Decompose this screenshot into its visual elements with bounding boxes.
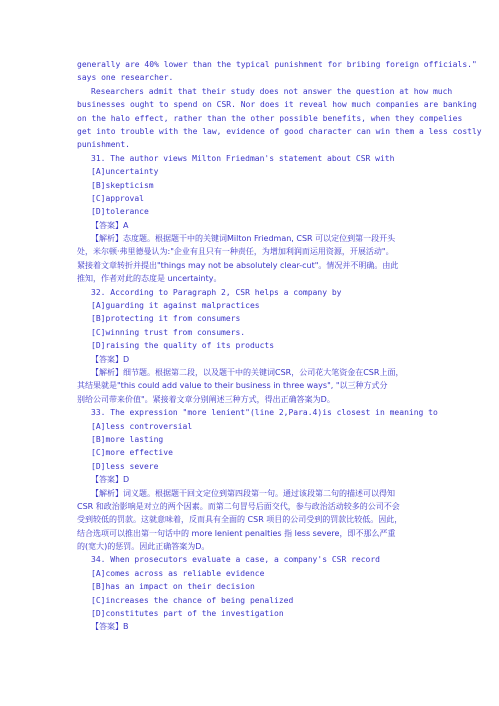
text-line: [D]tolerance xyxy=(91,207,149,217)
text-line: 处，米尔顿·弗里德曼认为:"企业有且只有一种责任，为增加利润而运用资源，开展活动"。 xyxy=(77,247,394,257)
text-line: 【解析】态度题。根据题干中的关键词Milton Friedman, CSR 可以定位到第一段开头 xyxy=(91,234,396,244)
text-line: Researchers admit that their study does not answer the question at how much xyxy=(91,86,453,96)
text-line: 【答案】D xyxy=(91,354,130,364)
text-line: 31. The author views Milton Friedman's statement about CSR with xyxy=(91,153,395,163)
text-line: [A]guarding it against malpractices xyxy=(91,301,260,311)
text-line: businesses ought to spend on CSR. Nor does it reveal how much companies are banking xyxy=(77,100,477,110)
text-line: [A]uncertainty xyxy=(91,167,159,177)
text-line: 【解析】细节题。根据第二段，以及题干中的关键词CSR，公司花大笔资金在CSR上面， xyxy=(91,367,404,377)
text-line: [C]approval xyxy=(91,193,144,203)
text-line: [B]has an impact on their decision xyxy=(91,582,255,592)
text-line: on the halo effect, rather than the other possible benefits, when they compelies xyxy=(77,113,463,123)
text-line: [B]more lasting xyxy=(91,434,164,444)
text-line: 结合选项可以推出第一句话中的 more lenient penalties 指 less severe，即不那么严重 xyxy=(77,528,396,538)
text-line: [D]constitutes part of the investigation xyxy=(91,609,284,619)
text-line: [C]winning trust from consumers. xyxy=(91,327,246,337)
text-line: 推知，作者对此的态度是 uncertainty。 xyxy=(77,274,222,284)
text-line: 【答案】A xyxy=(91,220,129,230)
text-line: generally are 40% lower than the typical punishment for bribing foreign officials." xyxy=(77,60,477,69)
text-line: get into trouble with the law, evidence of good character can win them a less costly xyxy=(77,126,482,136)
text-line: [D]less severe xyxy=(91,461,159,471)
text-line: 【解析】词义题。根据题干回文定位到第四段第一句。通过该段第二句的描述可以得知 xyxy=(91,488,395,498)
text-line: 34. When prosecutors evaluate a case, a company's CSR record xyxy=(91,555,380,565)
text-line: [A]less controversial xyxy=(91,421,193,431)
text-line: 32. According to Paragraph 2, CSR helps a company by xyxy=(91,287,342,297)
text-line: CSR 和政治影响是对立的两个因素。而第二句冒号后面交代，参与政治活动较多的公司不会 xyxy=(77,501,400,511)
text-line: 别给公司带来价值"。紧接着文章分别阐述三种方式，得出正确答案为D。 xyxy=(77,394,335,404)
text-line: [C]increases the chance of being penalized xyxy=(91,595,294,605)
text-line: 受到较低的罚款。这就意味着，反而具有全面的 CSR 项目的公司受到的罚款比较低。因此， xyxy=(77,515,403,525)
text-line: [C]more effective xyxy=(91,448,173,458)
text-line: 其结果就是"this could add value to their business in three ways", "以三种方式分 xyxy=(77,381,388,391)
text-line: says one researcher. xyxy=(77,73,174,83)
text-line: [A]comes across as reliable evidence xyxy=(91,568,265,578)
text-line: 33. The expression "more lenient"(line 2,Para.4)is closest in meaning to xyxy=(91,408,438,418)
document-body xyxy=(77,58,482,634)
text-line: [B]protecting it from consumers xyxy=(91,314,241,324)
text-line: [B]skepticism xyxy=(91,180,154,190)
text-line: 的(宽大)的惩罚。因此正确答案为D。 xyxy=(77,542,210,552)
text-line: 【答案】D xyxy=(91,475,130,485)
text-line: 紧接着文章转折并提出"things may not be absolutely clear-cut"。情况并不明确。由此 xyxy=(77,260,399,270)
text-line: punishment. xyxy=(77,140,130,150)
text-line: 【答案】B xyxy=(91,622,129,632)
text-line: [D]raising the quality of its products xyxy=(91,341,275,351)
